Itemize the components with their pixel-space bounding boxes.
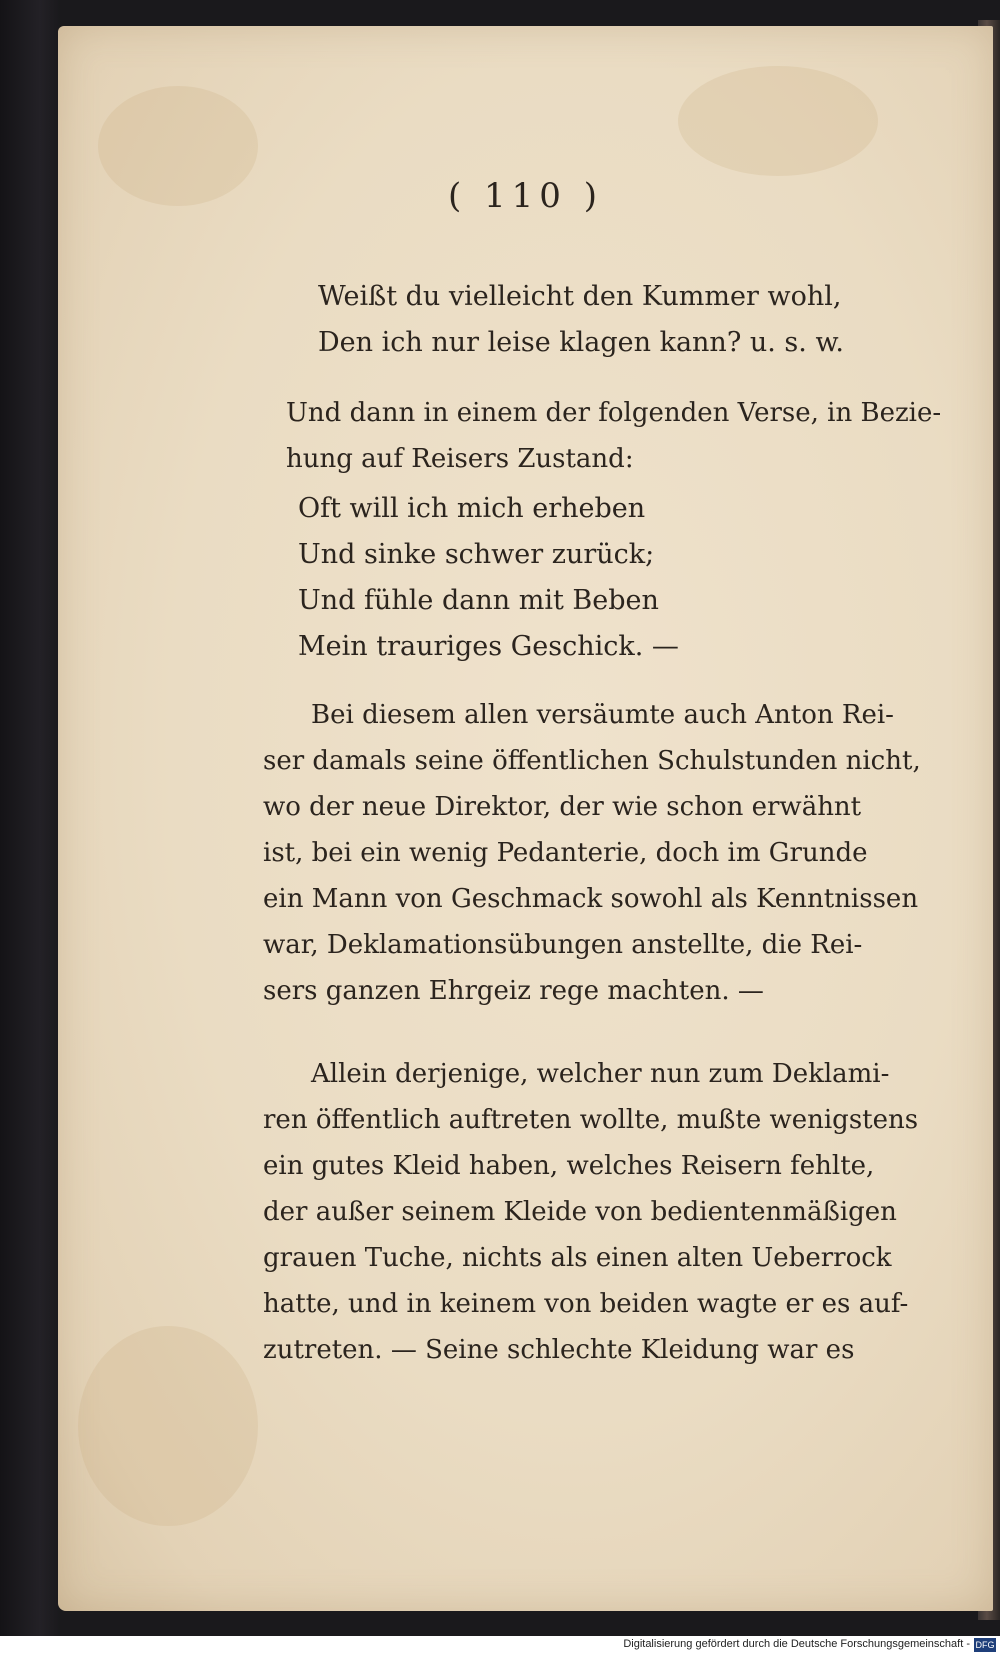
dfg-logo-icon: DFG: [975, 1640, 995, 1650]
verse-block-2: [298, 486, 679, 670]
text-line: Bei diesem allen versäumte auch Anton Rei-: [311, 700, 894, 730]
verse-block-1: [318, 274, 844, 366]
verse-line: Den ich nur leise klagen kann? u. s. w.: [318, 327, 844, 358]
verse-line: Weißt du vielleicht den Kummer wohl,: [318, 281, 842, 312]
text-line: war, Deklamationsübungen anstellte, die Rei-: [263, 930, 863, 960]
text-line: wo der neue Direktor, der wie schon erwähnt: [263, 792, 862, 822]
text-line: ein Mann von Geschmack sowohl als Kenntnissen: [263, 884, 919, 914]
paper-stain: [78, 1326, 258, 1526]
text-line: ist, bei ein wenig Pedanterie, doch im Grunde: [263, 838, 868, 868]
paragraph-2: [263, 692, 921, 1014]
text-line: zutreten. — Seine schlechte Kleidung war es: [263, 1335, 855, 1365]
verse-line: Und fühle dann mit Beben: [298, 585, 659, 616]
verse-line: Oft will ich mich erheben: [298, 493, 646, 524]
text-line: der außer seinem Kleide von bedientenmäßigen: [263, 1197, 897, 1227]
text-line: Und dann in einem der folgenden Verse, in Bezie-: [286, 398, 942, 428]
verse-line: Mein trauriges Geschick. —: [298, 631, 679, 662]
paragraph-1: [286, 390, 941, 482]
book-page: [58, 26, 993, 1611]
text-line: hatte, und in keinem von beiden wagte er es auf-: [263, 1289, 909, 1319]
text-line: ser damals seine öffentlichen Schulstunden nicht,: [263, 746, 921, 776]
text-line: grauen Tuche, nichts als einen alten Ueberrock: [263, 1243, 892, 1273]
footer-credit: Digitalisierung gefördert durch die Deutsche Forschungsgemeinschaft -: [623, 1638, 970, 1650]
text-line: hung auf Reisers Zustand:: [286, 444, 634, 474]
page-number: ( 110 ): [447, 176, 604, 216]
paragraph-3: [263, 1051, 918, 1373]
text-line: sers ganzen Ehrgeiz rege machten. —: [263, 976, 764, 1006]
paper-stain: [678, 66, 878, 176]
text-line: ein gutes Kleid haben, welches Reisern fehlte,: [263, 1151, 875, 1181]
verse-line: Und sinke schwer zurück;: [298, 539, 655, 570]
text-line: Allein derjenige, welcher nun zum Deklami-: [311, 1059, 890, 1089]
text-line: ren öffentlich auftreten wollte, mußte wenigstens: [263, 1105, 919, 1135]
